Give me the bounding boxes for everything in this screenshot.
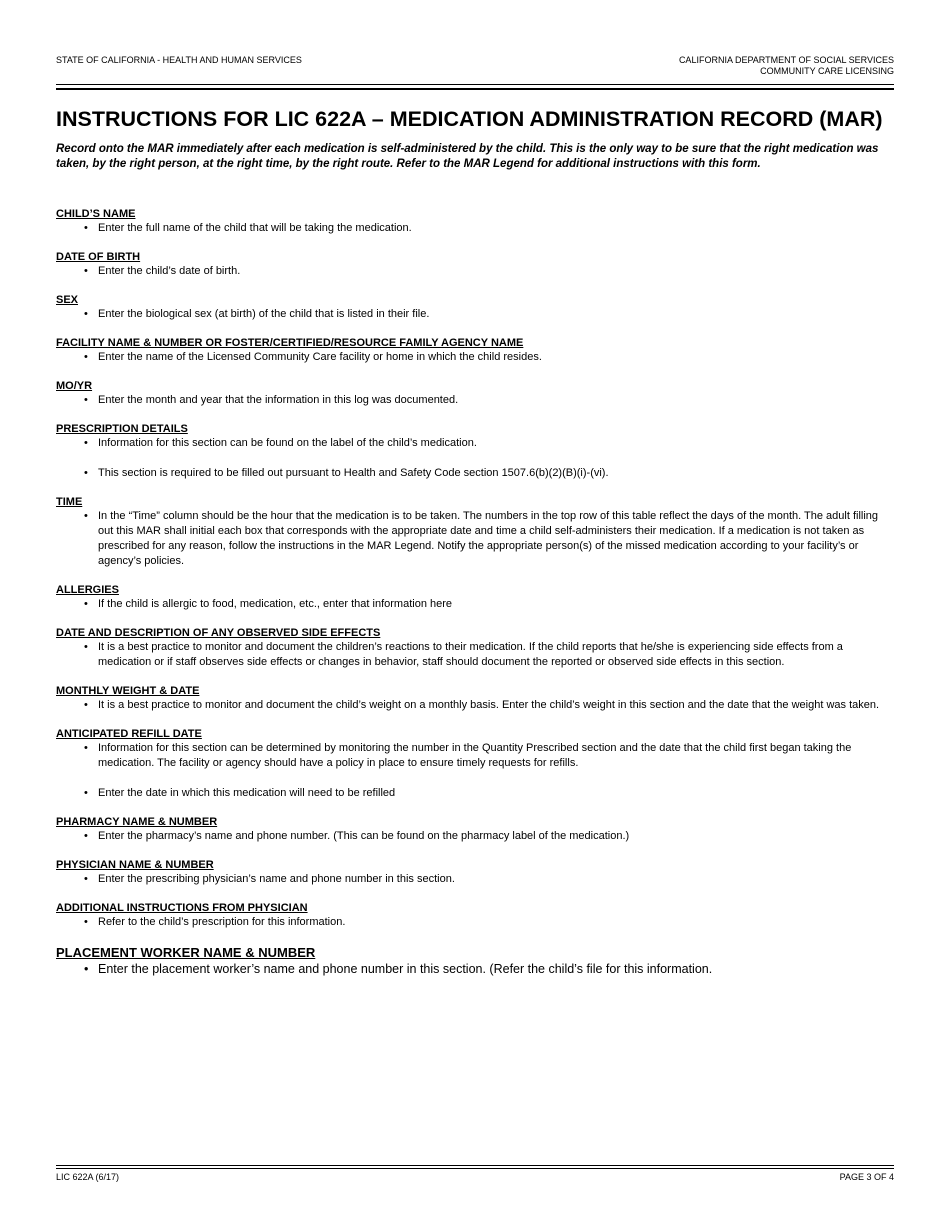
bullet-icon: •: [84, 437, 88, 449]
bullet-text: Enter the pharmacy’s name and phone number. (This can be found on the pharmacy label of the medication.): [98, 830, 630, 842]
bullet-icon: •: [84, 742, 88, 754]
bullet-text: If the child is allergic to food, medication, etc., enter that information here: [98, 598, 453, 610]
section-heading: MO/YR: [56, 380, 93, 392]
page-title: INSTRUCTIONS FOR LIC 622A – MEDICATION ADMINISTRATION RECORD (MAR): [56, 107, 883, 131]
bullet-item: [56, 436, 894, 451]
bullet-icon: •: [84, 962, 89, 976]
section: [56, 293, 894, 322]
instruction-sections: [56, 207, 894, 992]
bullet-item: [56, 597, 894, 612]
bullet-text: Enter the date in which this medication will need to be refilled: [98, 787, 396, 799]
section-heading: MONTHLY WEIGHT & DATE: [56, 685, 200, 697]
bullet-text: In the “Time” column should be the hour that the medication is to be taken. The numbers in the top row of this table reflect the days of the month. The adult filling out this MAR shall initial each box that corresponds with the appropriate date and time a child self-administers their medication. If a medication is not taken as prescribed for any reason, follow the instructions in the MAR Legend. Notify the appropriate person(s) of the missed medication according to your facility’s or agency’s policies.: [98, 510, 879, 567]
bullet-icon: •: [84, 873, 88, 885]
bullet-item: [56, 264, 894, 279]
section-heading: ADDITIONAL INSTRUCTIONS FROM PHYSICIAN: [56, 902, 308, 914]
footer-rule-bottom: [56, 1168, 894, 1169]
footer-page-number: PAGE 3 OF 4: [839, 1172, 894, 1182]
bullet-icon: •: [84, 394, 88, 406]
bullet-text: Enter the placement worker’s name and phone number in this section. (Refer the child’s file for this information.: [98, 962, 713, 976]
section: [56, 815, 894, 844]
bullet-icon: •: [84, 222, 88, 234]
bullet-item: [56, 872, 894, 887]
bullet-item: [56, 698, 894, 713]
bullet-text: Enter the full name of the child that will be taking the medication.: [98, 222, 412, 234]
bullet-icon: •: [84, 265, 88, 277]
bullet-text: Enter the prescribing physician’s name and phone number in this section.: [98, 873, 455, 885]
section: [56, 422, 894, 481]
bullet-icon: •: [84, 699, 88, 711]
header-agency: STATE OF CALIFORNIA - HEALTH AND HUMAN SERVICES: [56, 55, 302, 65]
section-heading: CHILD’S NAME: [56, 208, 136, 220]
bullet-text: This section is required to be filled out pursuant to Health and Safety Code section 1507.6(b)(2)(B)(i)-(vi).: [98, 467, 609, 479]
bullet-item: [56, 509, 894, 569]
bullet-item: [56, 961, 894, 978]
bullet-item: [56, 350, 894, 365]
bullet-item: [56, 640, 894, 670]
bullet-text: Enter the name of the Licensed Community Care facility or home in which the child resides.: [98, 351, 542, 363]
section-heading: PRESCRIPTION DETAILS: [56, 423, 188, 435]
bullet-text: Enter the child’s date of birth.: [98, 265, 241, 277]
bullet-icon: •: [84, 308, 88, 320]
bullet-item: [56, 915, 894, 930]
section-heading: TIME: [56, 496, 83, 508]
bullet-item: [56, 829, 894, 844]
bullet-icon: •: [84, 787, 88, 799]
section: [56, 626, 894, 670]
section: [56, 495, 894, 569]
header-department-line2: COMMUNITY CARE LICENSING: [760, 66, 894, 76]
bullet-item: [56, 741, 894, 771]
section: [56, 944, 894, 978]
bullet-text: Information for this section can be found on the label of the child’s medication.: [98, 437, 477, 449]
bullet-text: Enter the biological sex (at birth) of the child that is listed in their file.: [98, 308, 430, 320]
section-heading: PLACEMENT WORKER NAME & NUMBER: [56, 945, 316, 960]
bullet-icon: •: [84, 641, 88, 653]
section: [56, 583, 894, 612]
bullet-item: [56, 466, 894, 481]
bullet-item: [56, 307, 894, 322]
section-heading: DATE OF BIRTH: [56, 251, 141, 263]
intro-paragraph: Record onto the MAR immediately after each medication is self-administered by the child. This is the only way to be sure that the right medication was taken, by the right person, at the right time, by the right route. Refer to the MAR Legend for additional instructions with this form.: [56, 143, 879, 171]
bullet-icon: •: [84, 351, 88, 363]
section-heading: DATE AND DESCRIPTION OF ANY OBSERVED SIDE EFFECTS: [56, 627, 381, 639]
bullet-icon: •: [84, 916, 88, 928]
section-heading: PHARMACY NAME & NUMBER: [56, 816, 218, 828]
bullet-item: [56, 221, 894, 236]
footer-form-id: LIC 622A (6/17): [56, 1172, 120, 1182]
bullet-text: Enter the month and year that the information in this log was documented.: [98, 394, 459, 406]
bullet-item: [56, 786, 894, 801]
bullet-icon: •: [84, 510, 88, 522]
section: [56, 207, 894, 236]
section: [56, 684, 894, 713]
section: [56, 379, 894, 408]
header-department-line1: CALIFORNIA DEPARTMENT OF SOCIAL SERVICES: [678, 55, 894, 65]
section-heading: SEX: [56, 294, 79, 306]
footer-rule-top: [56, 1165, 894, 1166]
header-rule-thick: [56, 88, 894, 90]
bullet-item: [56, 393, 894, 408]
section: [56, 901, 894, 930]
bullet-text: It is a best practice to monitor and document the children’s reactions to their medication. If the child reports that he/she is experiencing side effects from a medication or if staff observes side effects or changes in behavior, staff should document the reported or observed side effects in this section.: [98, 641, 843, 668]
section-heading: FACILITY NAME & NUMBER OR FOSTER/CERTIFIED/RESOURCE FAMILY AGENCY NAME: [56, 337, 524, 349]
section-heading: PHYSICIAN NAME & NUMBER: [56, 859, 214, 871]
section: [56, 858, 894, 887]
bullet-text: Information for this section can be determined by monitoring the number in the Quantity Prescribed section and the date that the child first began taking the medication. The facility or agency should have a policy in place to ensure timely requests for refills.: [98, 742, 852, 769]
bullet-icon: •: [84, 598, 88, 610]
bullet-icon: •: [84, 830, 88, 842]
bullet-text: It is a best practice to monitor and document the child’s weight on a monthly basis. Enter the child’s weight in this section and the date that the weight was taken.: [98, 699, 880, 711]
section-heading: ANTICIPATED REFILL DATE: [56, 728, 202, 740]
header-rule-thin: [56, 84, 894, 85]
section: [56, 727, 894, 801]
document-page: [56, 0, 894, 1230]
section-heading: ALLERGIES: [56, 584, 119, 596]
bullet-icon: •: [84, 467, 88, 479]
section: [56, 336, 894, 365]
header-department: [679, 55, 894, 77]
bullet-text: Refer to the child’s prescription for this information.: [98, 916, 346, 928]
section: [56, 250, 894, 279]
